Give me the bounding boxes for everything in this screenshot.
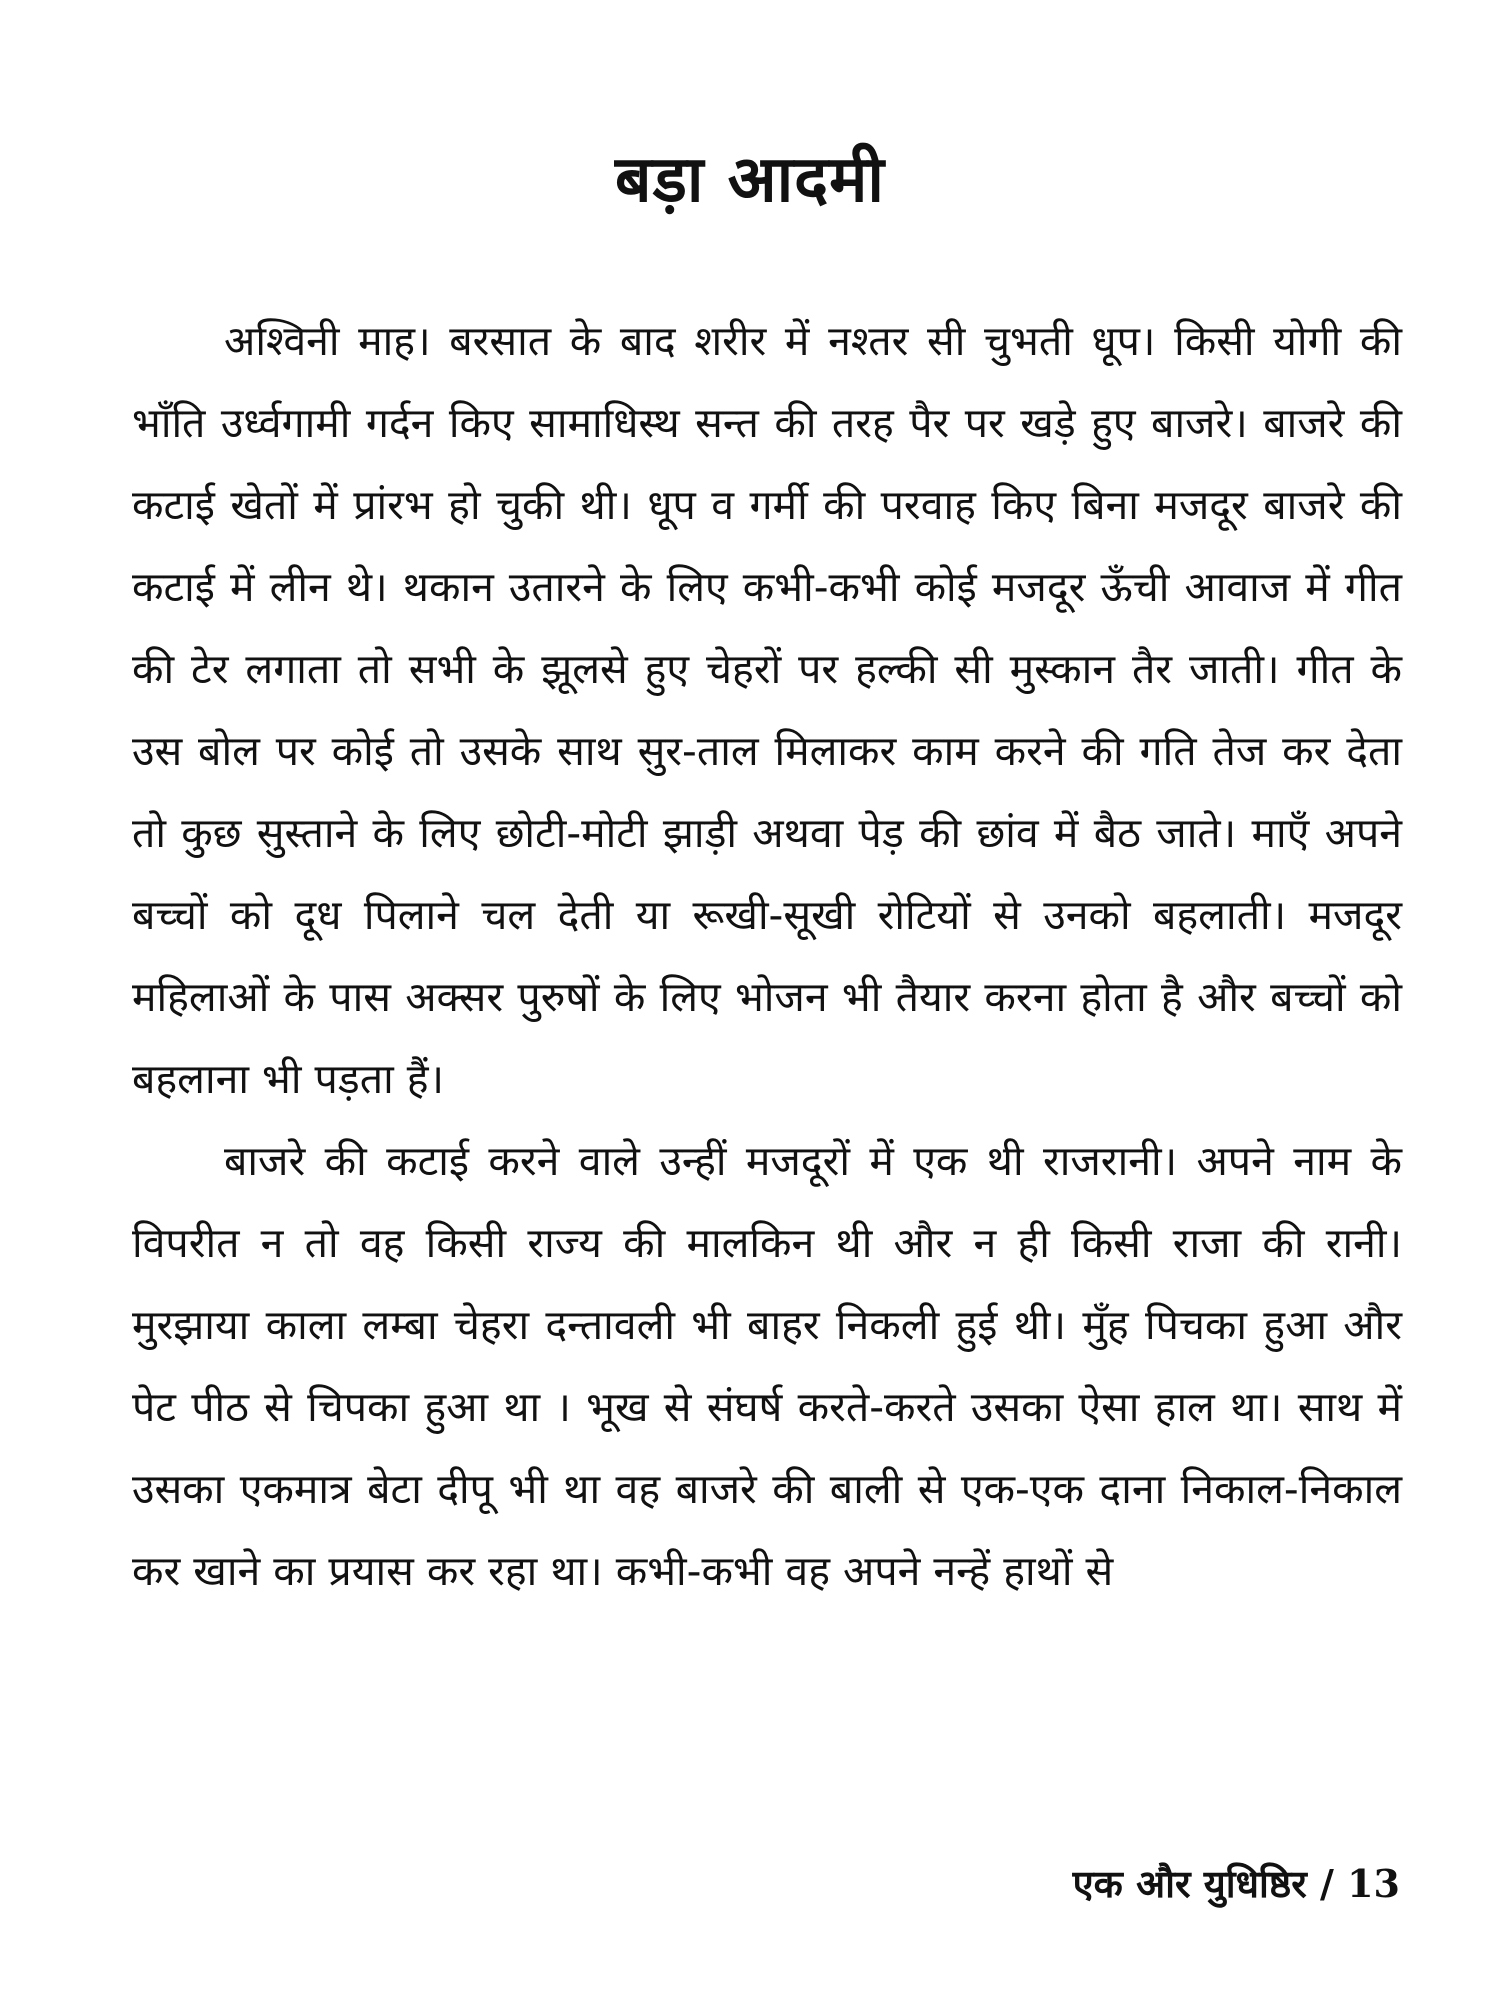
paragraph-2: बाजरे की कटाई करने वाले उन्हीं मजदूरों में एक थी राजरानी। अपने नाम के विपरीत न तो वह किसी राज्य की मालकिन थी और न ही किसी राजा की रानी। मुरझाया काला लम्बा चेहरा दन्तावली भी बाहर निकली हुई थी। मुँह पिचका हुआ और पेट पीठ से चिपका हुआ था । भूख से संघर्ष करते-करते उसका ऐसा हाल था। साथ में उसका एकमात्र बेटा दीपू भी था वह बाजरे की बाली से एक-एक दाना निकाल-निकाल कर खाने का प्रयास कर रहा था। कभी-कभी वह अपने नन्हें हाथों से [132,1137,1402,1595]
page-footer [1073,1860,1400,1908]
paragraph-1: अश्विनी माह। बरसात के बाद शरीर में नश्तर सी चुभती धूप। किसी योगी की भाँति उर्ध्वगामी गर्दन किए सामाधिस्थ सन्त की तरह पैर पर खड़े हुए बाजरे। बाजरे की कटाई खेतों में प्रांरभ हो चुकी थी। धूप व गर्मी की परवाह किए बिना मजदूर बाजरे की कटाई में लीन थे। थकान उतारने के लिए कभी-कभी कोई मजदूर ऊँची आवाज में गीत की टेर लगाता तो सभी के झूलसे हुए चेहरों पर हल्की सी मुस्कान तैर जाती। गीत के उस बोल पर कोई तो उसके साथ सुर-ताल मिलाकर काम करने की गति तेज कर देता तो कुछ सुस्ताने के लिए छोटी-मोटी झाड़ी अथवा पेड़ की छांव में बैठ जाते। माएँ अपने बच्चों को दूध पिलाने चल देती या रूखी-सूखी रोटियों से उनको बहलाती। मजदूर महिलाओं के पास अक्सर पुरुषों के लिए भोजन भी तैयार करना होता है और बच्चों को बहलाना भी पड़ता हैं। [132,317,1402,1103]
chapter-body [132,300,1402,1612]
page-number: 13 [1347,1861,1400,1906]
chapter-title: बड़ा आदमी [615,143,885,217]
footer-separator: / [1319,1861,1334,1906]
running-book-title: एक और युधिष्ठिर [1072,1862,1307,1906]
